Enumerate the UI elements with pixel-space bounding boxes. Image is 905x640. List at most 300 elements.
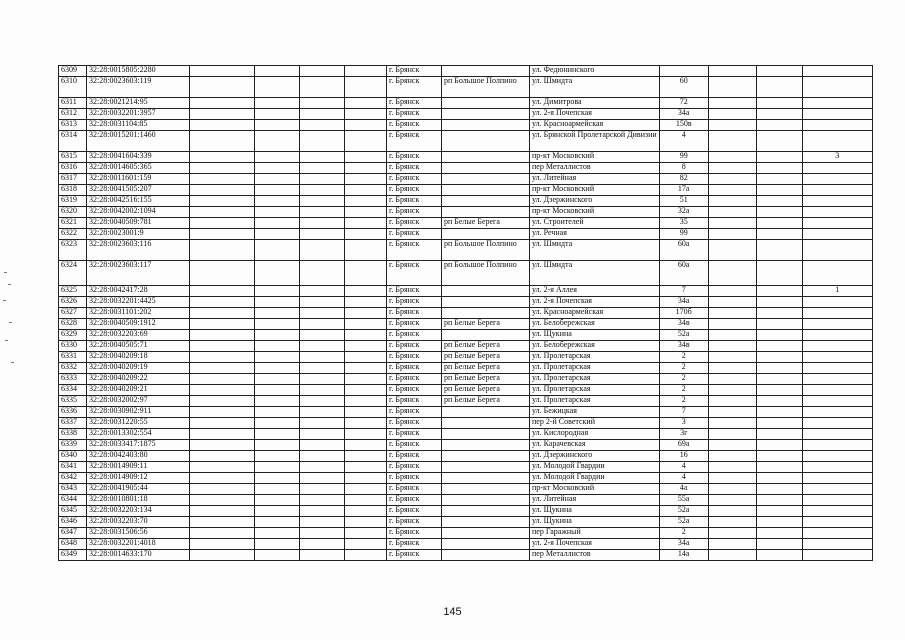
cell-extra <box>802 374 872 385</box>
cell-empty <box>345 440 387 451</box>
table-row <box>59 484 873 495</box>
cell-empty <box>345 528 387 539</box>
cell-extra <box>802 385 872 396</box>
cell-empty <box>255 185 300 196</box>
cell-extra <box>802 440 872 451</box>
cell-street: ул. Пролетарская <box>530 385 660 396</box>
cell-empty <box>756 506 802 517</box>
cell-empty <box>255 66 300 77</box>
cell-extra <box>802 396 872 407</box>
cell-city: г. Брянск <box>387 418 442 429</box>
cell-house: 69а <box>659 440 708 451</box>
cell-extra <box>802 352 872 363</box>
cell-empty <box>708 196 756 207</box>
cell-empty <box>190 440 255 451</box>
cell-empty <box>345 407 387 418</box>
cell-empty <box>708 550 756 561</box>
cell-num: 6324 <box>59 261 87 286</box>
cell-street: ул. Литейная <box>530 495 660 506</box>
cell-empty <box>756 473 802 484</box>
cell-settle: рп Белые Берега <box>442 319 530 330</box>
cell-num: 6342 <box>59 473 87 484</box>
cell-empty <box>345 341 387 352</box>
cell-house <box>659 66 708 77</box>
cell-street: ул. Шмидта <box>530 261 660 286</box>
cell-empty <box>300 484 345 495</box>
cell-settle <box>442 196 530 207</box>
cell-cad: 32:28:0014633:170 <box>87 550 190 561</box>
cell-city: г. Брянск <box>387 319 442 330</box>
cell-empty <box>708 286 756 297</box>
cell-city: г. Брянск <box>387 407 442 418</box>
cell-cad: 32:28:0040209:21 <box>87 385 190 396</box>
table-row <box>59 297 873 308</box>
cell-empty <box>300 207 345 218</box>
cell-empty <box>708 528 756 539</box>
table-row <box>59 407 873 418</box>
cell-settle <box>442 429 530 440</box>
cell-empty <box>345 517 387 528</box>
table-row <box>59 286 873 297</box>
cell-empty <box>300 240 345 261</box>
cell-extra <box>802 506 872 517</box>
cell-empty <box>300 152 345 163</box>
cell-empty <box>345 506 387 517</box>
cell-settle: рп Большое Полпино <box>442 77 530 98</box>
cell-empty <box>756 196 802 207</box>
cell-empty <box>300 363 345 374</box>
cell-empty <box>345 352 387 363</box>
cell-empty <box>756 207 802 218</box>
cell-house: 72 <box>659 98 708 109</box>
cell-house: 60 <box>659 77 708 98</box>
cell-empty <box>708 229 756 240</box>
cell-empty <box>708 385 756 396</box>
cell-house: 52а <box>659 517 708 528</box>
cell-num: 6336 <box>59 407 87 418</box>
cell-house: 8 <box>659 163 708 174</box>
cell-cad: 32:28:0031104:85 <box>87 120 190 131</box>
cell-empty <box>345 207 387 218</box>
cell-empty <box>300 407 345 418</box>
cell-house: 7 <box>659 286 708 297</box>
cell-settle: рп Белые Берега <box>442 363 530 374</box>
cell-num: 6349 <box>59 550 87 561</box>
cell-house: 51 <box>659 196 708 207</box>
cell-empty <box>756 539 802 550</box>
cell-settle <box>442 418 530 429</box>
cell-empty <box>300 506 345 517</box>
cell-street: ул. Красноармейская <box>530 308 660 319</box>
cell-cad: 32:28:0032203:134 <box>87 506 190 517</box>
cell-house: 16 <box>659 451 708 462</box>
cell-empty <box>345 240 387 261</box>
cell-street: пр-кт Московский <box>530 207 660 218</box>
cell-empty <box>756 462 802 473</box>
cell-cad: 32:28:0023603:119 <box>87 77 190 98</box>
cell-empty <box>345 120 387 131</box>
cell-empty <box>300 539 345 550</box>
cell-num: 6343 <box>59 484 87 495</box>
cell-num: 6311 <box>59 98 87 109</box>
cell-empty <box>190 528 255 539</box>
cell-settle <box>442 462 530 473</box>
cell-house: 14а <box>659 550 708 561</box>
cell-empty <box>756 218 802 229</box>
cell-empty <box>190 484 255 495</box>
cell-num: 6339 <box>59 440 87 451</box>
cell-settle <box>442 517 530 528</box>
cell-street: пер Гаражный <box>530 528 660 539</box>
cell-street: ул. Щукина <box>530 517 660 528</box>
cell-street: ул. Шмидта <box>530 77 660 98</box>
cell-house: 3 <box>659 418 708 429</box>
cell-empty <box>756 240 802 261</box>
cell-empty <box>300 440 345 451</box>
cell-empty <box>300 341 345 352</box>
cell-empty <box>345 495 387 506</box>
cell-street: пер 2-й Советский <box>530 418 660 429</box>
cell-settle: рп Белые Берега <box>442 385 530 396</box>
cell-empty <box>708 207 756 218</box>
cell-city: г. Брянск <box>387 363 442 374</box>
table-row <box>59 240 873 261</box>
cell-empty <box>190 229 255 240</box>
cell-settle <box>442 207 530 218</box>
cell-empty <box>708 308 756 319</box>
cell-empty <box>708 297 756 308</box>
cell-settle <box>442 473 530 484</box>
cell-empty <box>255 240 300 261</box>
cell-num: 6317 <box>59 174 87 185</box>
table-row <box>59 330 873 341</box>
cell-empty <box>708 495 756 506</box>
cell-empty <box>756 185 802 196</box>
cell-empty <box>756 297 802 308</box>
cell-city: г. Брянск <box>387 352 442 363</box>
cell-cad: 32:28:0031220:55 <box>87 418 190 429</box>
cell-street: ул. Молодой Гвардии <box>530 462 660 473</box>
cell-num: 6312 <box>59 109 87 120</box>
cell-house: 82 <box>659 174 708 185</box>
cell-empty <box>708 451 756 462</box>
cell-empty <box>255 473 300 484</box>
cell-empty <box>756 385 802 396</box>
cell-cad: 32:28:0011601:159 <box>87 174 190 185</box>
cell-empty <box>300 196 345 207</box>
cell-num: 6330 <box>59 341 87 352</box>
cell-empty <box>300 352 345 363</box>
cell-street: ул. Литейная <box>530 174 660 185</box>
table-row <box>59 539 873 550</box>
cell-city: г. Брянск <box>387 98 442 109</box>
cell-empty <box>756 163 802 174</box>
cell-empty <box>255 429 300 440</box>
cell-empty <box>190 517 255 528</box>
table-row <box>59 66 873 77</box>
table-row <box>59 98 873 109</box>
cell-num: 6334 <box>59 385 87 396</box>
table-row <box>59 396 873 407</box>
cell-empty <box>300 495 345 506</box>
cell-settle <box>442 286 530 297</box>
cell-house: 4 <box>659 131 708 152</box>
cell-extra <box>802 185 872 196</box>
cell-settle <box>442 98 530 109</box>
cell-empty <box>190 207 255 218</box>
cell-cad: 32:28:0023001:9 <box>87 229 190 240</box>
cell-empty <box>345 363 387 374</box>
cell-empty <box>345 131 387 152</box>
table-row <box>59 418 873 429</box>
cell-city: г. Брянск <box>387 120 442 131</box>
cell-city: г. Брянск <box>387 152 442 163</box>
cell-house: 34а <box>659 539 708 550</box>
cell-empty <box>345 152 387 163</box>
cell-extra <box>802 341 872 352</box>
cell-empty <box>255 98 300 109</box>
cell-empty <box>708 440 756 451</box>
cell-empty <box>708 418 756 429</box>
cell-empty <box>255 261 300 286</box>
cell-house: 35 <box>659 218 708 229</box>
cell-street: ул. Пролетарская <box>530 396 660 407</box>
cell-num: 6340 <box>59 451 87 462</box>
cell-cad: 32:28:0040509:1912 <box>87 319 190 330</box>
cell-empty <box>255 163 300 174</box>
cell-empty <box>708 462 756 473</box>
cell-street: ул. Пролетарская <box>530 352 660 363</box>
cell-empty <box>255 319 300 330</box>
cell-cad: 32:28:0033417:1875 <box>87 440 190 451</box>
cell-house: 34в <box>659 319 708 330</box>
cell-empty <box>756 98 802 109</box>
cell-street: ул. Федюнинского <box>530 66 660 77</box>
table-row <box>59 196 873 207</box>
cell-extra <box>802 517 872 528</box>
cell-empty <box>190 131 255 152</box>
cell-empty <box>708 66 756 77</box>
cell-empty <box>708 506 756 517</box>
cell-empty <box>708 319 756 330</box>
cell-house: 170б <box>659 308 708 319</box>
cell-house: 60а <box>659 261 708 286</box>
cell-empty <box>708 261 756 286</box>
cell-extra <box>802 207 872 218</box>
cell-street: пер Металлистов <box>530 163 660 174</box>
cell-cad: 32:28:0042002:1094 <box>87 207 190 218</box>
cell-empty <box>708 330 756 341</box>
cell-empty <box>255 539 300 550</box>
cell-house: 34а <box>659 109 708 120</box>
cell-settle <box>442 66 530 77</box>
cell-empty <box>708 374 756 385</box>
cell-empty <box>300 319 345 330</box>
cell-empty <box>190 319 255 330</box>
cell-empty <box>190 473 255 484</box>
cell-empty <box>756 174 802 185</box>
cell-city: г. Брянск <box>387 77 442 98</box>
cell-empty <box>255 286 300 297</box>
cell-settle <box>442 539 530 550</box>
cell-settle <box>442 229 530 240</box>
cell-street: пр-кт Московский <box>530 185 660 196</box>
cell-settle: рп Большое Полпино <box>442 261 530 286</box>
cell-empty <box>190 550 255 561</box>
cell-empty <box>345 374 387 385</box>
cell-empty <box>255 440 300 451</box>
cell-empty <box>190 240 255 261</box>
cell-empty <box>300 517 345 528</box>
cell-empty <box>300 550 345 561</box>
cell-extra <box>802 261 872 286</box>
cell-house: 3г <box>659 429 708 440</box>
cell-empty <box>345 473 387 484</box>
cell-empty <box>300 229 345 240</box>
cell-empty <box>300 451 345 462</box>
cell-empty <box>255 385 300 396</box>
cell-house: 34в <box>659 341 708 352</box>
cell-empty <box>756 308 802 319</box>
cell-empty <box>756 451 802 462</box>
cell-street: пер Металлистов <box>530 550 660 561</box>
cell-empty <box>756 229 802 240</box>
table-row <box>59 385 873 396</box>
cell-house: 4 <box>659 473 708 484</box>
cell-extra <box>802 98 872 109</box>
cell-empty <box>300 185 345 196</box>
cell-settle <box>442 506 530 517</box>
cell-empty <box>190 539 255 550</box>
cell-empty <box>345 308 387 319</box>
cell-empty <box>345 462 387 473</box>
cell-cad: 32:28:0040209:18 <box>87 352 190 363</box>
cell-empty <box>708 473 756 484</box>
cell-empty <box>255 418 300 429</box>
cell-settle: рп Белые Берега <box>442 218 530 229</box>
cell-street: ул. 2-я Почепская <box>530 109 660 120</box>
cell-empty <box>190 98 255 109</box>
cell-empty <box>255 484 300 495</box>
cell-num: 6318 <box>59 185 87 196</box>
cell-empty <box>300 396 345 407</box>
cell-cad: 32:28:0032201:4018 <box>87 539 190 550</box>
table-row <box>59 308 873 319</box>
table-row <box>59 207 873 218</box>
cell-empty <box>708 352 756 363</box>
table-row <box>59 528 873 539</box>
cell-empty <box>756 319 802 330</box>
cell-settle <box>442 330 530 341</box>
cell-empty <box>190 286 255 297</box>
cell-city: г. Брянск <box>387 109 442 120</box>
cell-num: 6347 <box>59 528 87 539</box>
cell-street: ул. Карачевская <box>530 440 660 451</box>
cell-empty <box>300 131 345 152</box>
cell-cad: 32:28:0032201:4425 <box>87 297 190 308</box>
cell-house: 150в <box>659 120 708 131</box>
cell-empty <box>756 109 802 120</box>
cell-settle <box>442 120 530 131</box>
cell-extra <box>802 495 872 506</box>
cell-empty <box>190 77 255 98</box>
cell-num: 6315 <box>59 152 87 163</box>
cell-num: 6322 <box>59 229 87 240</box>
cell-house: 7 <box>659 407 708 418</box>
cell-street: ул. Щукина <box>530 330 660 341</box>
cell-empty <box>708 484 756 495</box>
cell-empty <box>708 517 756 528</box>
cell-house: 2 <box>659 352 708 363</box>
cell-num: 6316 <box>59 163 87 174</box>
cell-empty <box>708 120 756 131</box>
cell-cad: 32:28:0023603:116 <box>87 240 190 261</box>
cell-empty <box>255 131 300 152</box>
cell-empty <box>190 174 255 185</box>
cell-empty <box>190 341 255 352</box>
cell-extra <box>802 218 872 229</box>
cell-empty <box>345 418 387 429</box>
table-row <box>59 440 873 451</box>
cell-street: ул. Речная <box>530 229 660 240</box>
cell-empty <box>255 77 300 98</box>
cell-cad: 32:28:0021214:95 <box>87 98 190 109</box>
cell-num: 6323 <box>59 240 87 261</box>
cell-cad: 32:28:0040505:71 <box>87 341 190 352</box>
cell-cad: 32:28:0015201:1460 <box>87 131 190 152</box>
cell-empty <box>190 363 255 374</box>
cell-empty <box>756 363 802 374</box>
cell-extra <box>802 240 872 261</box>
cell-extra <box>802 131 872 152</box>
cell-empty <box>345 319 387 330</box>
cell-street: ул. Белобережская <box>530 341 660 352</box>
table-row <box>59 185 873 196</box>
cell-empty <box>345 330 387 341</box>
cell-settle <box>442 174 530 185</box>
cell-extra <box>802 174 872 185</box>
cell-cad: 32:28:0030902:911 <box>87 407 190 418</box>
cell-empty <box>255 352 300 363</box>
cell-empty <box>756 495 802 506</box>
cell-empty <box>708 163 756 174</box>
cell-num: 6346 <box>59 517 87 528</box>
cell-cad: 32:28:0013302:554 <box>87 429 190 440</box>
cell-empty <box>708 152 756 163</box>
cell-cad: 32:28:0040509:781 <box>87 218 190 229</box>
cell-empty <box>345 109 387 120</box>
margin-scan-marks <box>2 270 18 390</box>
cell-house: 60а <box>659 240 708 261</box>
cell-empty <box>708 98 756 109</box>
cell-city: г. Брянск <box>387 330 442 341</box>
cell-num: 6313 <box>59 120 87 131</box>
cell-extra <box>802 297 872 308</box>
cell-city: г. Брянск <box>387 286 442 297</box>
cell-num: 6309 <box>59 66 87 77</box>
cell-empty <box>255 207 300 218</box>
cell-street: пр-кт Московский <box>530 484 660 495</box>
cell-empty <box>756 407 802 418</box>
cell-settle <box>442 131 530 152</box>
cell-extra <box>802 484 872 495</box>
cell-settle <box>442 185 530 196</box>
cell-empty <box>255 451 300 462</box>
cell-num: 6333 <box>59 374 87 385</box>
cell-house: 99 <box>659 229 708 240</box>
cell-empty <box>708 407 756 418</box>
cell-cad: 32:28:0032002:97 <box>87 396 190 407</box>
